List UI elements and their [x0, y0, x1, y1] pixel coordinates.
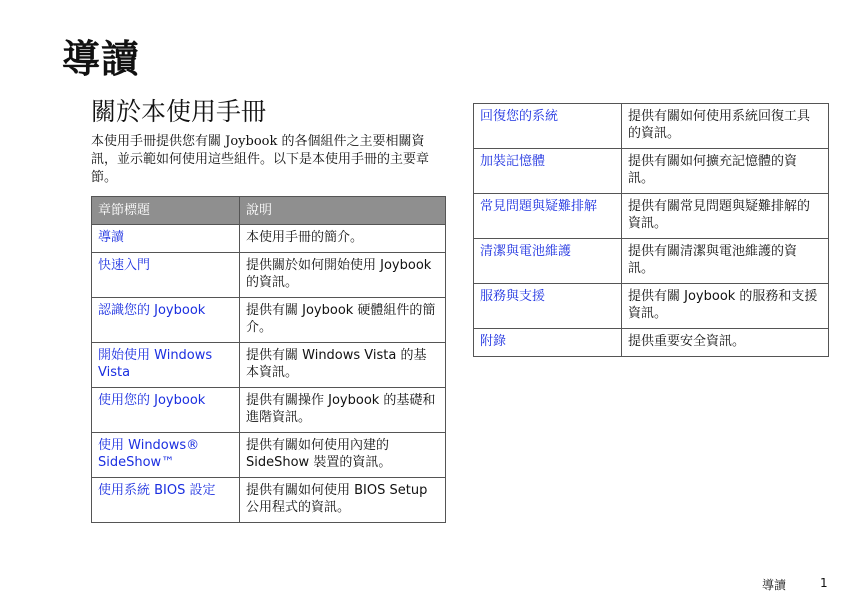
- table-row: [474, 239, 829, 284]
- chapter-link[interactable]: 快速入門: [92, 253, 240, 298]
- table-row: [474, 149, 829, 194]
- intro-text-after: 的各個組件之主要相關資訊，並示範如何使用這些組件。以下是本使用手冊的主要章節。: [91, 134, 430, 185]
- chapter-description: 提供有關操作 Joybook 的基礎和進階資訊。: [240, 388, 446, 433]
- chapter-description: 提供有關 Windows Vista 的基本資訊。: [240, 343, 446, 388]
- chapter-table-left: [91, 196, 446, 523]
- chapter-link[interactable]: 開始使用 Windows Vista: [92, 343, 240, 388]
- table-header-row: [92, 197, 446, 225]
- table-row: [92, 388, 446, 433]
- chapter-link[interactable]: 附錄: [474, 329, 622, 357]
- chapter-description: 提供有關如何使用 BIOS Setup 公用程式的資訊。: [240, 478, 446, 523]
- chapter-link[interactable]: 使用 Windows® SideShow™: [92, 433, 240, 478]
- chapter-description: 提供有關 Joybook 的服務和支援資訊。: [622, 284, 829, 329]
- table-row: [474, 329, 829, 357]
- chapter-link[interactable]: 回復您的系統: [474, 104, 622, 149]
- table-row: [92, 478, 446, 523]
- table-row: [92, 298, 446, 343]
- chapter-link[interactable]: 服務與支援: [474, 284, 622, 329]
- table-row: [92, 253, 446, 298]
- chapter-description: 提供有關如何使用系統回復工具的資訊。: [622, 104, 829, 149]
- chapter-description: 本使用手冊的簡介。: [240, 225, 446, 253]
- chapter-description: 提供有關常見問題與疑難排解的資訊。: [622, 194, 829, 239]
- chapter-link[interactable]: 清潔與電池維護: [474, 239, 622, 284]
- chapter-description: 提供有關清潔與電池維護的資訊。: [622, 239, 829, 284]
- chapter-description: 提供有關 Joybook 硬體組件的簡介。: [240, 298, 446, 343]
- intro-text-before: 本使用手冊提供您有關: [91, 134, 226, 149]
- intro-paragraph: [91, 133, 445, 187]
- table-row: [474, 284, 829, 329]
- chapter-description: 提供重要安全資訊。: [622, 329, 829, 357]
- page-number: 1: [820, 576, 828, 590]
- section-title: 關於本使用手冊: [91, 97, 267, 126]
- chapter-description: 提供有關如何擴充記憶體的資訊。: [622, 149, 829, 194]
- chapter-link[interactable]: 認識您的 Joybook: [92, 298, 240, 343]
- header-chapter-title: 章節標題: [92, 197, 240, 225]
- header-description: 說明: [240, 197, 446, 225]
- chapter-link[interactable]: 常見問題與疑難排解: [474, 194, 622, 239]
- table-row: [92, 433, 446, 478]
- table-row: [92, 225, 446, 253]
- footer-section-label: 導讀: [762, 578, 787, 592]
- intro-brand: Joybook: [225, 134, 278, 149]
- chapter-link[interactable]: 加裝記憶體: [474, 149, 622, 194]
- chapter-description: 提供有關如何使用內建的 SideShow 裝置的資訊。: [240, 433, 446, 478]
- table-row: [474, 194, 829, 239]
- chapter-description: 提供關於如何開始使用 Joybook 的資訊。: [240, 253, 446, 298]
- table-row: [92, 343, 446, 388]
- chapter-link[interactable]: 使用系統 BIOS 設定: [92, 478, 240, 523]
- chapter-link[interactable]: 導讀: [92, 225, 240, 253]
- chapter-table-right: [473, 103, 829, 357]
- page-title: 導讀: [62, 37, 141, 81]
- chapter-link[interactable]: 使用您的 Joybook: [92, 388, 240, 433]
- table-row: [474, 104, 829, 149]
